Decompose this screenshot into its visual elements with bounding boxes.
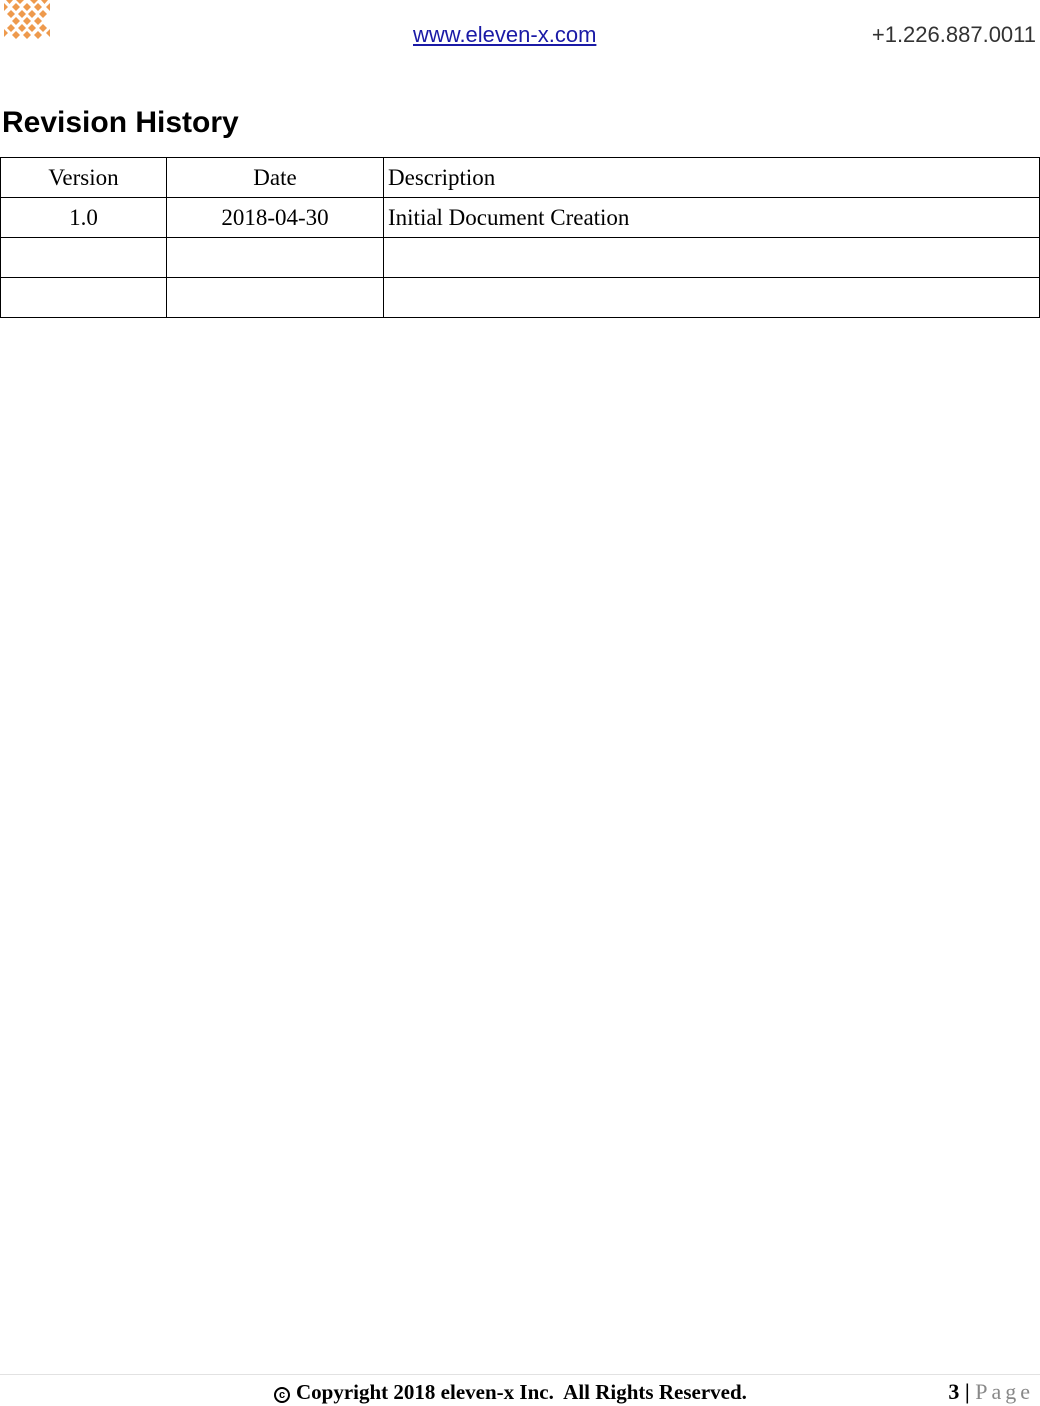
table-cell-description: Initial Document Creation	[384, 198, 1040, 238]
copyright-icon: c	[274, 1387, 290, 1403]
phone-number: +1.226.887.0011	[871, 22, 1036, 47]
column-header-version: Version	[1, 158, 167, 198]
table-cell-description	[384, 278, 1040, 318]
website-link[interactable]: www.eleven-x.com	[413, 22, 597, 47]
table-cell-date: 2018-04-30	[167, 198, 384, 238]
page-header	[0, 0, 1040, 60]
footer-divider	[0, 1374, 1040, 1375]
table-cell-version	[1, 238, 167, 278]
copyright-text: Copyright 2018 eleven-x Inc. All Rights Reserved.	[296, 1380, 747, 1404]
eleven-x-logo-icon	[4, 0, 50, 40]
table-cell-date	[167, 238, 384, 278]
table-row	[1, 198, 1040, 238]
table-cell-date	[167, 278, 384, 318]
page-label: Page	[975, 1379, 1034, 1404]
table-cell-version: 1.0	[1, 198, 167, 238]
page-number	[948, 1379, 1034, 1405]
section-heading: Revision History	[2, 106, 239, 139]
table-row	[1, 238, 1040, 278]
revision-history-table	[0, 157, 1040, 318]
column-header-description: Description	[384, 158, 1040, 198]
page-number-value: 3	[948, 1379, 960, 1404]
table-cell-description	[384, 238, 1040, 278]
table-header-row	[1, 158, 1040, 198]
column-header-date: Date	[167, 158, 384, 198]
table-row	[1, 278, 1040, 318]
table-cell-version	[1, 278, 167, 318]
copyright-notice	[274, 1380, 747, 1405]
page-separator: |	[964, 1379, 970, 1404]
